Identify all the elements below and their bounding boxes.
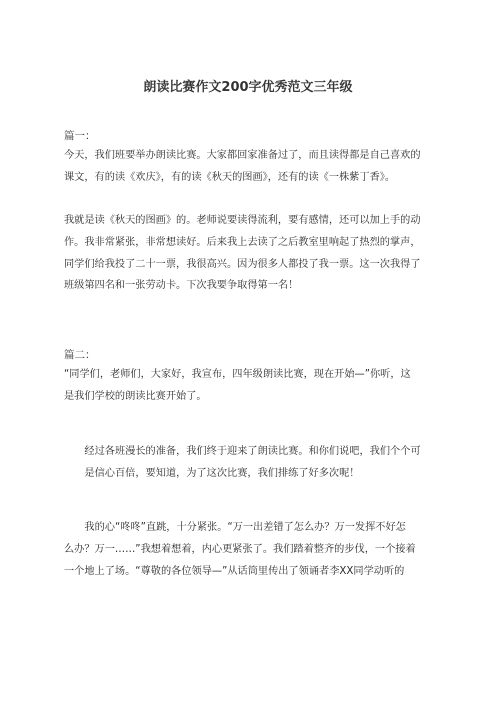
- paragraph: [64, 441, 434, 485]
- paragraph-line: 课文，有的读《欢庆》，有的读《秋天的图画》，还有的读《一株紫丁香》。: [64, 171, 396, 183]
- paragraph-line: 经过各班漫长的准备，我们终于迎来了朗读比赛。和你们说吧，我们个个可: [84, 446, 421, 457]
- paragraph-line: 今天，我们班要举办朗读比赛。大家都回家准备过了，而且读得都是自己喜欢的: [64, 150, 421, 161]
- paragraph-line: 是信心百倍，要知道，为了这次比赛，我们排练了好多次呢！: [84, 467, 360, 479]
- paragraph-line: 作。我非常紧张，非常想读好。后来我上去读了之后教室里响起了热烈的掌声，: [64, 236, 421, 248]
- paragraph-line: 是我们学校的朗读比赛开始了。: [64, 390, 207, 402]
- paragraph: [64, 517, 434, 582]
- paragraph-line: 我就是读《秋天的图画》的。老师说要读得流利，要有感情，还可以加上手的动: [64, 215, 421, 226]
- paragraph: [64, 210, 434, 297]
- paragraph-line: “同学们，老师们，大家好，我宣布，四年级朗读比赛，现在开始—”你听，这: [64, 369, 411, 380]
- paragraph: [64, 364, 434, 408]
- paragraph-line: 我的心“咚咚”直跳，十分紧张。“万一出差错了怎么办？万一发挥不好怎: [84, 522, 406, 533]
- paragraph-line: 同学们给我投了二十一票，我很高兴。因为很多人都投了我一票。这一次我得了: [64, 258, 421, 270]
- document-title: 朗读比赛作文200字优秀范文三年级: [143, 80, 353, 95]
- paragraph: [64, 145, 434, 189]
- paragraph-line: 么办？万一……”我想着想着，内心更紧张了。我们踏着整齐的步伐，一个接着: [64, 543, 416, 555]
- paragraph-line: 班级第四名和一张劳动卡。下次我要争取得第一名！: [64, 280, 299, 292]
- section-heading-2: 篇二：: [64, 349, 96, 361]
- paragraph-line: 一个地上了场。“尊敬的各位领导—”从话筒里传出了领诵者李XX同学动听的: [64, 565, 405, 577]
- section-heading-1: 篇一：: [64, 130, 96, 142]
